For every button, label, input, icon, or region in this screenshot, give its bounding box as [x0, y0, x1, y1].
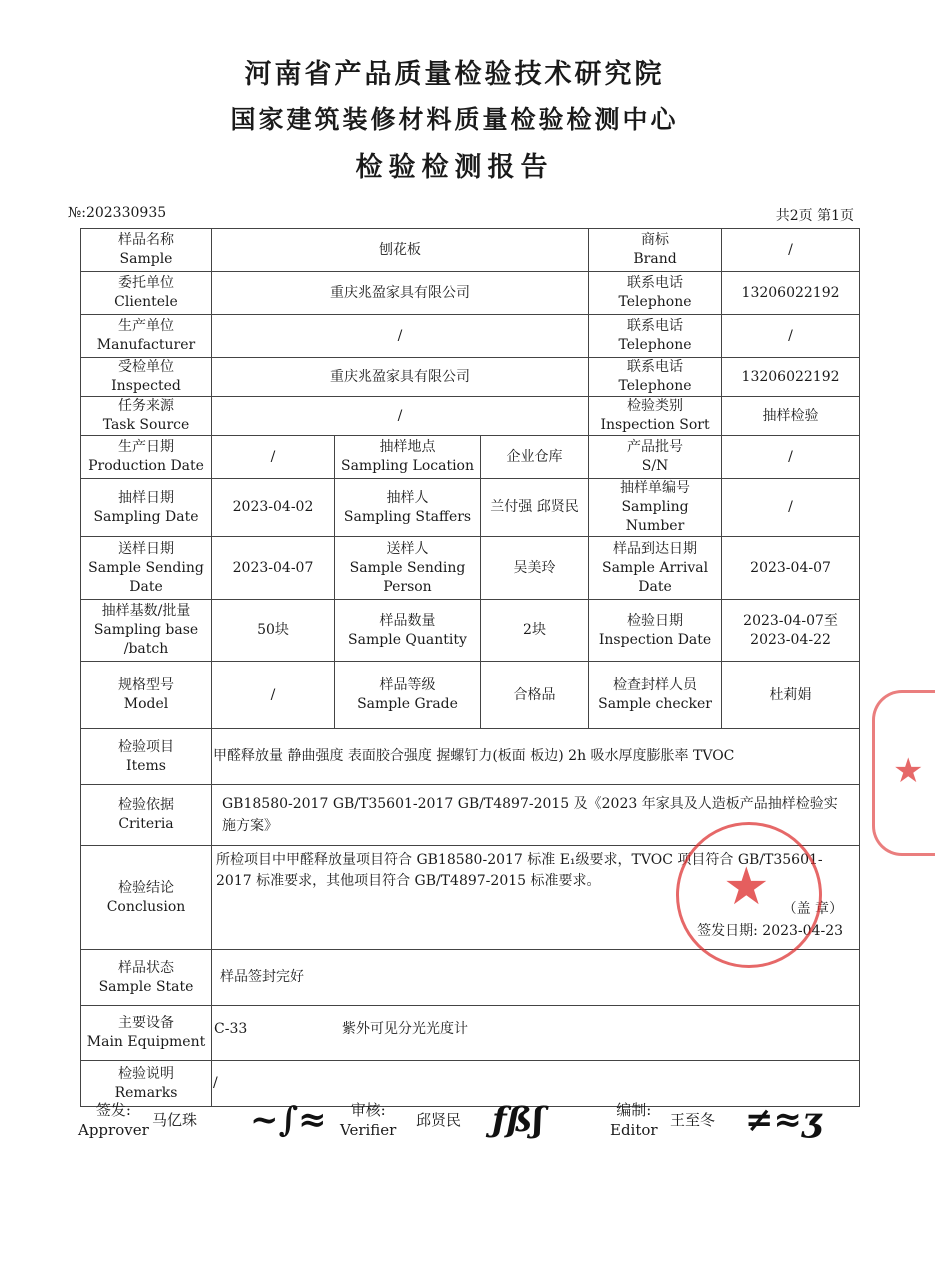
model-label: 规格型号 Model — [81, 662, 212, 729]
sampling-base-label: 抽样基数/批量 Sampling base /batch — [81, 600, 212, 662]
center-name: 国家建筑装修材料质量检验检测中心 — [230, 105, 679, 134]
table-row — [81, 950, 860, 1006]
main-equipment-label: 主要设备 Main Equipment — [81, 1006, 212, 1061]
sample-checker-value: 杜莉娟 — [722, 662, 860, 729]
sample-label: 样品名称 Sample — [81, 229, 212, 272]
conclusion-value: 所检项目中甲醛释放量项目符合 GB18580-2017 标准 E₁级要求，TVOC 项目符合 GB/T35601-2017 标准要求，其他项目符合 GB/T4897-2015 标准要求。 — [216, 852, 823, 889]
sample-quantity-label: 样品数量 Sample Quantity — [335, 600, 481, 662]
verifier-name: 邱贤民 — [416, 1111, 462, 1129]
table-row — [81, 358, 860, 397]
production-date-label: 生产日期 Production Date — [81, 436, 212, 479]
institute-name: 河南省产品质量检验技术研究院 — [244, 59, 665, 90]
approver-name: 马亿珠 — [152, 1111, 198, 1129]
inspection-sort-value: 抽样检验 — [722, 397, 860, 436]
sample-grade-value: 合格品 — [481, 662, 589, 729]
table-row — [81, 229, 860, 272]
telephone-value: 13206022192 — [722, 358, 860, 397]
brand-value: / — [722, 229, 860, 272]
production-date-value: / — [212, 436, 335, 479]
table-row — [81, 315, 860, 358]
sampling-base-value: 50块 — [212, 600, 335, 662]
equipment-code: C-33 — [214, 1021, 248, 1037]
verifier-signature: ƒßʃ — [492, 1100, 544, 1140]
task-source-label: 任务来源 Task Source — [81, 397, 212, 436]
issue-date: 签发日期: 2023-04-23 — [697, 923, 844, 939]
sample-sending-person-value: 吴美玲 — [481, 537, 589, 600]
report-title: 检验检测报告 — [355, 152, 554, 183]
table-row — [81, 479, 860, 537]
sampling-location-label: 抽样地点 Sampling Location — [335, 436, 481, 479]
sampling-date-label: 抽样日期 Sampling Date — [81, 479, 212, 537]
editor-name: 王至冬 — [670, 1111, 716, 1129]
sampling-staffers-label: 抽样人 Sampling Staffers — [335, 479, 481, 537]
sample-state-label: 样品状态 Sample State — [81, 950, 212, 1006]
star-icon: ★ — [723, 857, 770, 917]
task-source-value: / — [212, 397, 589, 436]
table-row — [81, 1061, 860, 1107]
brand-label: 商标 Brand — [589, 229, 722, 272]
table-row — [81, 537, 860, 600]
report-number: №:202330935 — [68, 205, 167, 221]
sample-grade-label: 样品等级 Sample Grade — [335, 662, 481, 729]
remarks-label: 检验说明 Remarks — [81, 1061, 212, 1107]
sample-arrival-date-label: 样品到达日期 Sample Arrival Date — [589, 537, 722, 600]
criteria-label: 检验依据 Criteria — [81, 785, 212, 846]
manufacturer-value: / — [212, 315, 589, 358]
clientele-label: 委托单位 Clientele — [81, 272, 212, 315]
sampling-staffers-value: 兰付强 邱贤民 — [481, 479, 589, 537]
approver-label: 签发: Approver — [78, 1101, 149, 1139]
seal-note: （盖 章） — [782, 901, 844, 917]
inspection-sort-label: 检验类别 Inspection Sort — [589, 397, 722, 436]
sample-checker-label: 检查封样人员 Sample checker — [589, 662, 722, 729]
telephone-label: 联系电话 Telephone — [589, 358, 722, 397]
table-row — [81, 785, 860, 846]
verifier-label: 审核: Verifier — [340, 1101, 397, 1139]
report-table — [80, 228, 860, 1107]
inspection-date-value: 2023-04-07至 2023-04-22 — [722, 600, 860, 662]
inspected-value: 重庆兆盈家具有限公司 — [212, 358, 589, 397]
sampling-date-value: 2023-04-02 — [212, 479, 335, 537]
conclusion-cell — [212, 846, 860, 950]
sample-sending-date-label: 送样日期 Sample Sending Date — [81, 537, 212, 600]
sample-quantity-value: 2块 — [481, 600, 589, 662]
telephone-label: 联系电话 Telephone — [589, 315, 722, 358]
manufacturer-label: 生产单位 Manufacturer — [81, 315, 212, 358]
star-icon: ★ — [893, 751, 924, 791]
criteria-value: GB18580-2017 GB/T35601-2017 GB/T4897-2015 及《2023 年家具及人造板产品抽样检验实施方案》 — [212, 785, 860, 846]
sample-sending-date-value: 2023-04-07 — [212, 537, 335, 600]
remarks-value: / — [212, 1061, 860, 1107]
table-row — [81, 662, 860, 729]
sn-value: / — [722, 436, 860, 479]
sn-label: 产品批号 S/N — [589, 436, 722, 479]
model-value: / — [212, 662, 335, 729]
sample-value: 刨花板 — [212, 229, 589, 272]
editor-label: 编制: Editor — [610, 1101, 658, 1139]
equipment-name: 紫外可见分光光度计 — [342, 1021, 468, 1037]
table-row — [81, 846, 860, 950]
sample-arrival-date-value: 2023-04-07 — [722, 537, 860, 600]
table-row — [81, 436, 860, 479]
sampling-location-value: 企业仓库 — [481, 436, 589, 479]
edge-seal-stamp — [872, 690, 935, 856]
conclusion-label: 检验结论 Conclusion — [81, 846, 212, 950]
inspected-label: 受检单位 Inspected — [81, 358, 212, 397]
sample-sending-person-label: 送样人 Sample Sending Person — [335, 537, 481, 600]
table-row — [81, 272, 860, 315]
table-row — [81, 397, 860, 436]
items-value: 甲醛释放量 静曲强度 表面胶合强度 握螺钉力(板面 板边) 2h 吸水厚度膨胀率 TVOC — [212, 729, 860, 785]
clientele-value: 重庆兆盈家具有限公司 — [212, 272, 589, 315]
approver-signature: ~⁠∫≈ — [250, 1100, 327, 1140]
main-equipment-cell — [212, 1006, 860, 1061]
sampling-number-value: / — [722, 479, 860, 537]
table-row — [81, 729, 860, 785]
table-row — [81, 1006, 860, 1061]
editor-signature: ≠≈ʒ — [745, 1100, 822, 1140]
items-label: 检验项目 Items — [81, 729, 212, 785]
table-row — [81, 600, 860, 662]
page-info: 共2页 第1页 — [775, 208, 854, 224]
telephone-label: 联系电话 Telephone — [589, 272, 722, 315]
inspection-date-label: 检验日期 Inspection Date — [589, 600, 722, 662]
telephone-value: / — [722, 315, 860, 358]
telephone-value: 13206022192 — [722, 272, 860, 315]
sample-state-value: 样品签封完好 — [212, 950, 860, 1006]
sampling-number-label: 抽样单编号 Sampling Number — [589, 479, 722, 537]
